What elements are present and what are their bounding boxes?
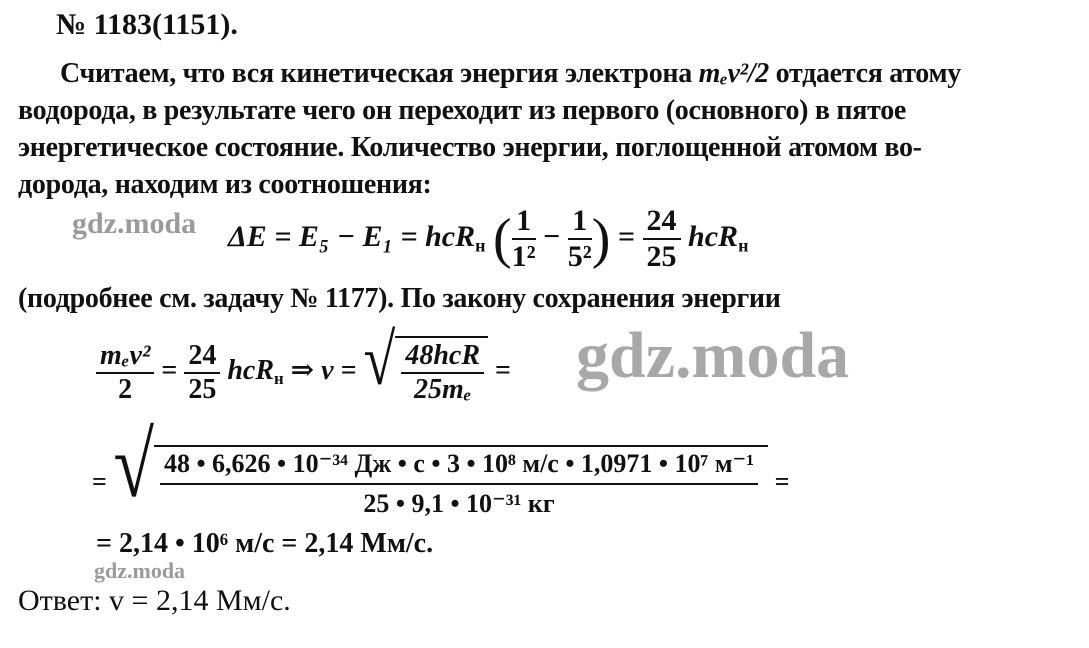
watermark-1: gdz.moda	[72, 207, 197, 240]
paragraph-line-1-start: Считаем, что вся кинетическая энергия электрона	[60, 58, 699, 89]
paragraph-line-4: дорода, находим из соотношения:	[18, 169, 432, 200]
sqrt-icon: √	[363, 318, 396, 401]
eq1-lhs: ΔE = E₅ − E₁ = hcR	[228, 219, 476, 253]
eq1-sub: н	[475, 235, 486, 256]
watermark-2: gdz.moda	[576, 319, 850, 392]
equation-velocity: $\frac{\text{mₑv²}}{2}$ = $\frac{24}{25}$ hcR$_н$ ⇒ v = √ $\frac{\text{48hcR}}{\text{25mₑ}}$ =	[96, 326, 511, 406]
eq3-frac: $\frac{\text{48 • 6,626 • 10⁻³⁴ Дж • с • 3 • 10⁸ м/с • 1,0971 • 10⁷ м⁻¹}}{\text{25 • 9,1 • 10⁻³¹ кг}}$	[160, 449, 758, 519]
paragraph-line-1-end: отдается атому	[768, 58, 961, 89]
eq1-frac-2: $\frac{1}{\text{5²}}$	[567, 204, 592, 273]
answer-line: Ответ: v = 2,14 Мм/с.	[18, 584, 291, 617]
equation-numeric: = √ $\frac{\text{48 • 6,626 • 10⁻³⁴ Дж • с • 3 • 10⁸ м/с • 1,0971 • 10⁷ м⁻¹}}{\text{25 • 9,1 • 10⁻³¹ кг}}$ =	[92, 414, 790, 519]
kinetic-energy-formula: mₑv²/2	[698, 58, 769, 89]
sqrt-icon-2: √	[113, 414, 154, 518]
paragraph-line-1	[60, 58, 961, 90]
eq1-frac-3: $\frac{24}{25}$	[643, 204, 681, 274]
paragraph-line-2: водорода, в результате чего он переходит из первого (основного) в пятое	[18, 95, 907, 126]
eq2-frac-1: $\frac{\text{mₑv²}}{2}$	[96, 340, 154, 406]
equation-energy-difference: ΔE = E₅ − E₁ = hcR$_н$ ( $\frac{1}{\text{1²}}$ − $\frac{1}{\text{5²}}$ ) = $\frac{24}{25}$ hcR$_н$	[228, 204, 749, 273]
eq2-frac-2: $\frac{24}{25}$	[184, 340, 220, 406]
watermark-3: gdz.moda	[94, 558, 186, 583]
eq1-frac-1: $\frac{1}{\text{1²}}$	[511, 204, 536, 273]
paragraph-line-3: энергетическое состояние. Количество энергии, поглощенной атомом во-	[18, 132, 922, 163]
eq2-root-frac: $\frac{\text{48hcR}}{\text{25mₑ}}$	[401, 340, 484, 406]
equation-result: = 2,14 • 10⁶ м/с = 2,14 Мм/с.	[96, 528, 434, 559]
problem-title: № 1183(1151).	[56, 8, 238, 41]
paragraph-2: (подробнее см. задачу № 1177). По закону сохранения энергии	[18, 283, 781, 314]
